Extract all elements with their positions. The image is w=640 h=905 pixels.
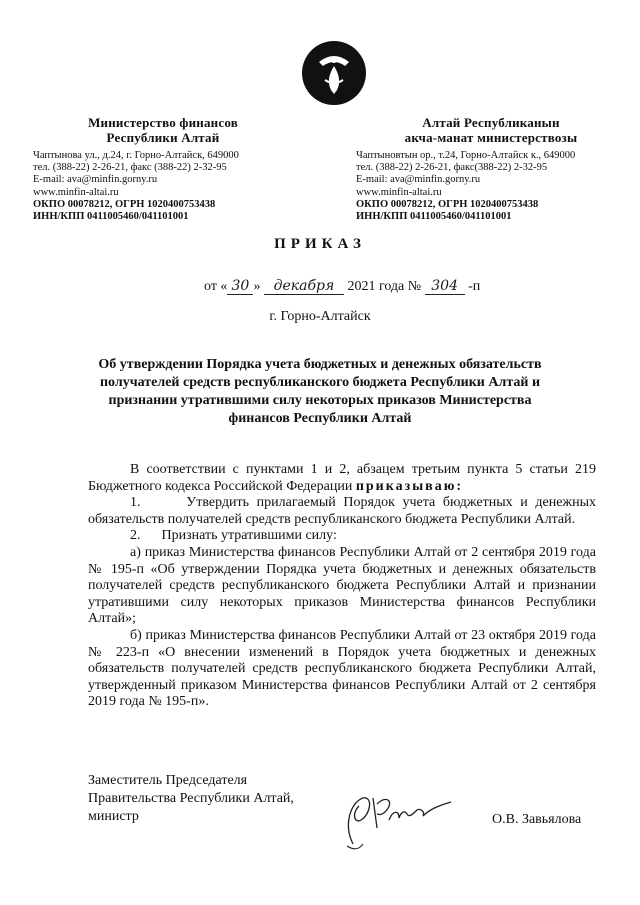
phone-ru: тел. (388-22) 2-26-21, факс (388-22) 2-32-95 <box>33 162 227 174</box>
website-ru: www.minfin-altai.ru <box>33 186 119 198</box>
address-ru: Чаптынова ул., д.24, г. Горно-Алтайск, 649000 <box>33 150 239 161</box>
handwritten-signature <box>333 784 473 854</box>
order-word: приказываю: <box>355 478 464 494</box>
body-item-1: 1. Утвердить прилагаемый Порядок учета бюджетных и денежных обязательств получателей средств республиканского бюджета Республики Алтай. <box>88 495 596 527</box>
signer-position-line1: Заместитель Председателя <box>88 773 248 788</box>
date-day: 30 <box>227 278 253 295</box>
inn-ru: ИНН/КПП 0411005460/041101001 <box>33 211 189 223</box>
inn-alt: ИНН/КПП 0411005460/041101001 <box>356 211 512 223</box>
signer-position-line2: Правительства Республики Алтай, <box>88 791 294 806</box>
okpo-ru: ОКПО 00078212, ОГРН 1020400753438 <box>33 198 216 210</box>
email-alt: E-mail: ava@minfin.gorny.ru <box>356 174 481 186</box>
body-item-2: 2. Признать утратившими силу: <box>130 528 337 544</box>
order-number-suffix: -п <box>468 279 481 294</box>
document-title: Об утверждении Порядка учета бюджетных и денежных обязательств получателей средств республиканского бюджета Республики Алтай и признании утратившими силу некоторых приказов Министерства финансов Республики Алтай <box>98 357 542 426</box>
body-intro <box>88 462 596 495</box>
email-ru: E-mail: ava@minfin.gorny.ru <box>33 174 158 186</box>
emblem-icon <box>301 40 367 106</box>
header-left <box>33 115 303 223</box>
signer-position-line3: министр <box>88 809 139 824</box>
body-intro-text: В соответствии с пунктами 1 и 2, абзацем третьим пункта 5 статьи 219 Бюджетного кодекса Российской Федерации <box>88 462 596 494</box>
date-line <box>204 278 480 295</box>
header-right <box>356 115 636 223</box>
org-title-ru <box>33 115 293 145</box>
document-type: ПРИКАЗ <box>274 236 366 252</box>
okpo-alt: ОКПО 00078212, ОГРН 1020400753438 <box>356 198 539 210</box>
org-title-alt-line1: Алтай Республиканын <box>422 115 560 130</box>
date-month: декабря <box>264 278 344 295</box>
signer-name: О.В. Завьялова <box>492 812 582 827</box>
date-year: 2021 года № <box>347 279 422 294</box>
address-alt: Чаптыновтын ор., т.24, Горно-Алтайск к., 649000 <box>356 150 576 161</box>
document-body <box>88 462 596 711</box>
body-item-2b: б) приказ Министерства финансов Республики Алтай от 23 октября 2019 года № 223-п «О внесении изменений в Порядок учета бюджетных и денежных обязательств получателей средств республиканского бюджета Республики Алтай, утвержденный приказом Министерства финансов Республики Алтай от 2 сентября 2019 года № 195-п». <box>88 627 596 710</box>
org-title-ru-line1: Министерство финансов <box>88 115 238 130</box>
order-number: 304 <box>425 278 465 295</box>
signer-position <box>88 772 294 826</box>
city: г. Горно-Алтайск <box>269 309 371 324</box>
org-title-alt <box>356 115 626 145</box>
org-title-ru-line2: Республики Алтай <box>106 130 220 145</box>
date-prefix: от « <box>204 279 228 294</box>
phone-alt: тел. (388-22) 2-26-21, факс(388-22) 2-32-95 <box>356 162 548 174</box>
org-title-alt-line2: акча-манат министерствозы <box>404 130 578 145</box>
date-mid: » <box>253 279 261 294</box>
body-item-2a: а) приказ Министерства финансов Республики Алтай от 2 сентября 2019 года № 195-п «Об утверждении Порядка учета бюджетных и денежных обязательств получателей средств республиканского бюджета Республики Алтай и признании утратившими силу некоторых приказов Министерства финансов Республики Алтай»; <box>88 544 596 627</box>
website-alt: www.minfin-altai.ru <box>356 186 442 198</box>
